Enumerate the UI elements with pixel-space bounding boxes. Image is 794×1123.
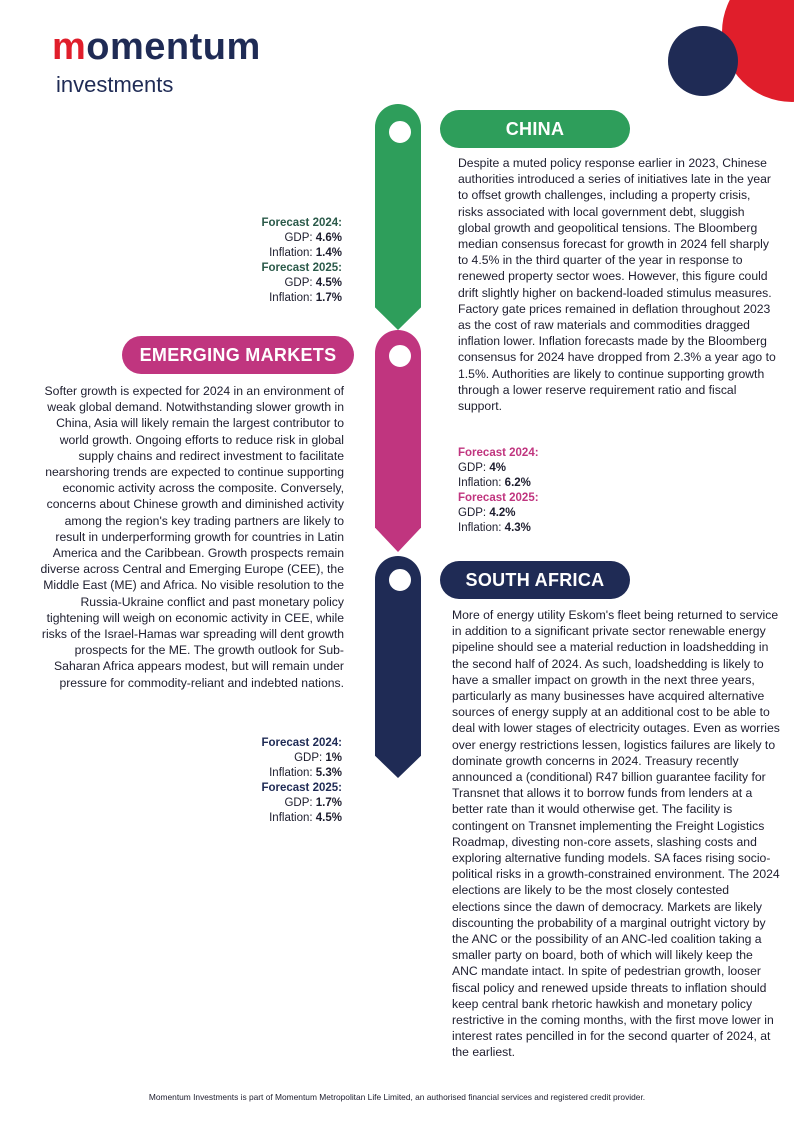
gdp-value: 4% bbox=[489, 462, 506, 474]
inflation-label: Inflation: bbox=[458, 522, 505, 534]
logo-wordmark: omentum bbox=[86, 26, 261, 68]
gdp-label: GDP: bbox=[284, 232, 316, 244]
inflation-value: 5.3% bbox=[315, 767, 342, 779]
logo-accent-letter: m bbox=[52, 26, 87, 68]
inflation-label: Inflation: bbox=[269, 767, 316, 779]
gdp-value: 4.6% bbox=[315, 232, 342, 244]
emerging-markets-body-text: Softer growth is expected for 2024 in an environment of weak global demand. Notwithstanding slower growth in China, Asia will likely remain the largest contributor to world growth. Ongoing efforts to reduce risk in global supply chains and redirect investment to facilitate nearshoring trends are expected to continue supporting economic activity across the composite. Conversely, concerns about Chinese growth and diminished activity among the region's key trading partners are likely to result in underperforming growth for countries in Latin America and the Caribbean. Growth prospects remain diverse across Central and Emerging Europe (CEE), the Middle East (ME) and Africa. No visible resolution to the Russia-Ukraine conflict and past monetary policy tightening will weigh on economic activity in CEE, while risks of the Israel-Hamas war spreading will dent growth prospects for the ME. The growth outlook for Sub-Saharan Africa appears modest, but will remain under pressure for commodity-reliant and indebted nations. bbox=[40, 384, 344, 690]
timeline-node-china bbox=[386, 118, 414, 146]
emerging-markets-forecast bbox=[458, 446, 539, 536]
gdp-label: GDP: bbox=[458, 507, 490, 519]
gdp-label: GDP: bbox=[294, 752, 326, 764]
timeline-node-south-africa bbox=[386, 566, 414, 594]
inflation-value: 6.2% bbox=[504, 477, 531, 489]
gdp-label: GDP: bbox=[284, 277, 316, 289]
inflation-label: Inflation: bbox=[269, 812, 316, 824]
gdp-label: GDP: bbox=[284, 797, 316, 809]
gdp-value: 4.2% bbox=[489, 507, 516, 519]
forecast-heading: Forecast 2024: bbox=[261, 737, 342, 749]
gdp-value: 1% bbox=[325, 752, 342, 764]
inflation-label: Inflation: bbox=[269, 247, 316, 259]
timeline-node-emerging-markets bbox=[386, 342, 414, 370]
section-title-china: CHINA bbox=[440, 110, 630, 148]
south-africa-forecast bbox=[182, 736, 342, 826]
footer-disclaimer: Momentum Investments is part of Momentum Metropolitan Life Limited, an authorised financial services and registered credit provider. bbox=[148, 1092, 646, 1102]
south-africa-body-text: More of energy utility Eskom's fleet being returned to service in addition to a significant private sector renewable energy pipeline should see a material reduction in loadshedding in the second half of 2024. As such, loadshedding is likely to have a smaller impact on growth in the next three years, particularly as many businesses have acquired alternative sources of energy supply at an additional cost to be able to deal with lower stages of electricity outages. Even as worries over energy restrictions lessen, logistics failures are likely to dominate growth concerns in 2024. Treasury recently announced a (conditional) R47 billion guarantee facility for Transnet that allows it to borrow funds from lenders at a better rate than it would otherwise get. The facility is contingent on Transnet implementing the Freight Logistics Roadmap, divesting non-core assets, slashing costs and exploring alternative funding models. SA faces rising socio-political risks in a growth-constrained environment. The 2024 elections are likely to be the most closely contested elections since the dawn of democracy. Markets are likely discounting the probability of a marginal outright victory by the ANC or the possibility of an ANC-led coalition taking a smaller party on board, both of which will likely keep the ANC mandate intact. In spite of pedestrian growth, looser fiscal policy and renewed upside threats to inflation should keep central bank rhetoric hawkish and monetary policy restrictive in the coming months, with the first move lower in interest rates pencilled in for the second quarter of 2024, at the earliest. bbox=[452, 608, 780, 1060]
inflation-value: 4.3% bbox=[504, 522, 531, 534]
section-title-south-africa: SOUTH AFRICA bbox=[440, 561, 630, 599]
forecast-heading: Forecast 2025: bbox=[261, 262, 342, 274]
forecast-heading: Forecast 2025: bbox=[261, 782, 342, 794]
gdp-value: 1.7% bbox=[315, 797, 342, 809]
china-forecast bbox=[182, 216, 342, 306]
inflation-value: 1.4% bbox=[315, 247, 342, 259]
section-title-emerging-markets: EMERGING MARKETS bbox=[122, 336, 354, 374]
inflation-label: Inflation: bbox=[458, 477, 505, 489]
gdp-label: GDP: bbox=[458, 462, 490, 474]
forecast-heading: Forecast 2024: bbox=[458, 447, 539, 459]
inflation-value: 1.7% bbox=[315, 292, 342, 304]
forecast-heading: Forecast 2025: bbox=[458, 492, 539, 504]
inflation-value: 4.5% bbox=[315, 812, 342, 824]
brand-logo bbox=[52, 28, 261, 66]
china-body-text: Despite a muted policy response earlier in 2023, Chinese authorities introduced a series of initiatives late in the year to offset growth challenges, including a property crisis, risks associated with local government debt, sluggish global growth and geopolitical tensions. The Bloomberg median consensus forecast for growth in 2024 fell sharply to 4.5% in the third quarter of the year in response to renewed property sector woes. However, this figure could drift slightly higher on backend-loaded stimulus measures. Factory gate prices remained in deflation throughout 2023 as the cost of raw materials and commodities dragged inflation lower. Inflation forecasts made by the Bloomberg consensus for 2024 have dropped from 2.3% a year ago to 1.5%. Authorities are likely to continue supporting growth through a lower reserve requirement ratio and fiscal support. bbox=[458, 156, 776, 414]
logo-subtitle: investments bbox=[56, 72, 174, 97]
decorative-navy-circle bbox=[668, 26, 738, 96]
inflation-label: Inflation: bbox=[269, 292, 316, 304]
gdp-value: 4.5% bbox=[315, 277, 342, 289]
forecast-heading: Forecast 2024: bbox=[261, 217, 342, 229]
